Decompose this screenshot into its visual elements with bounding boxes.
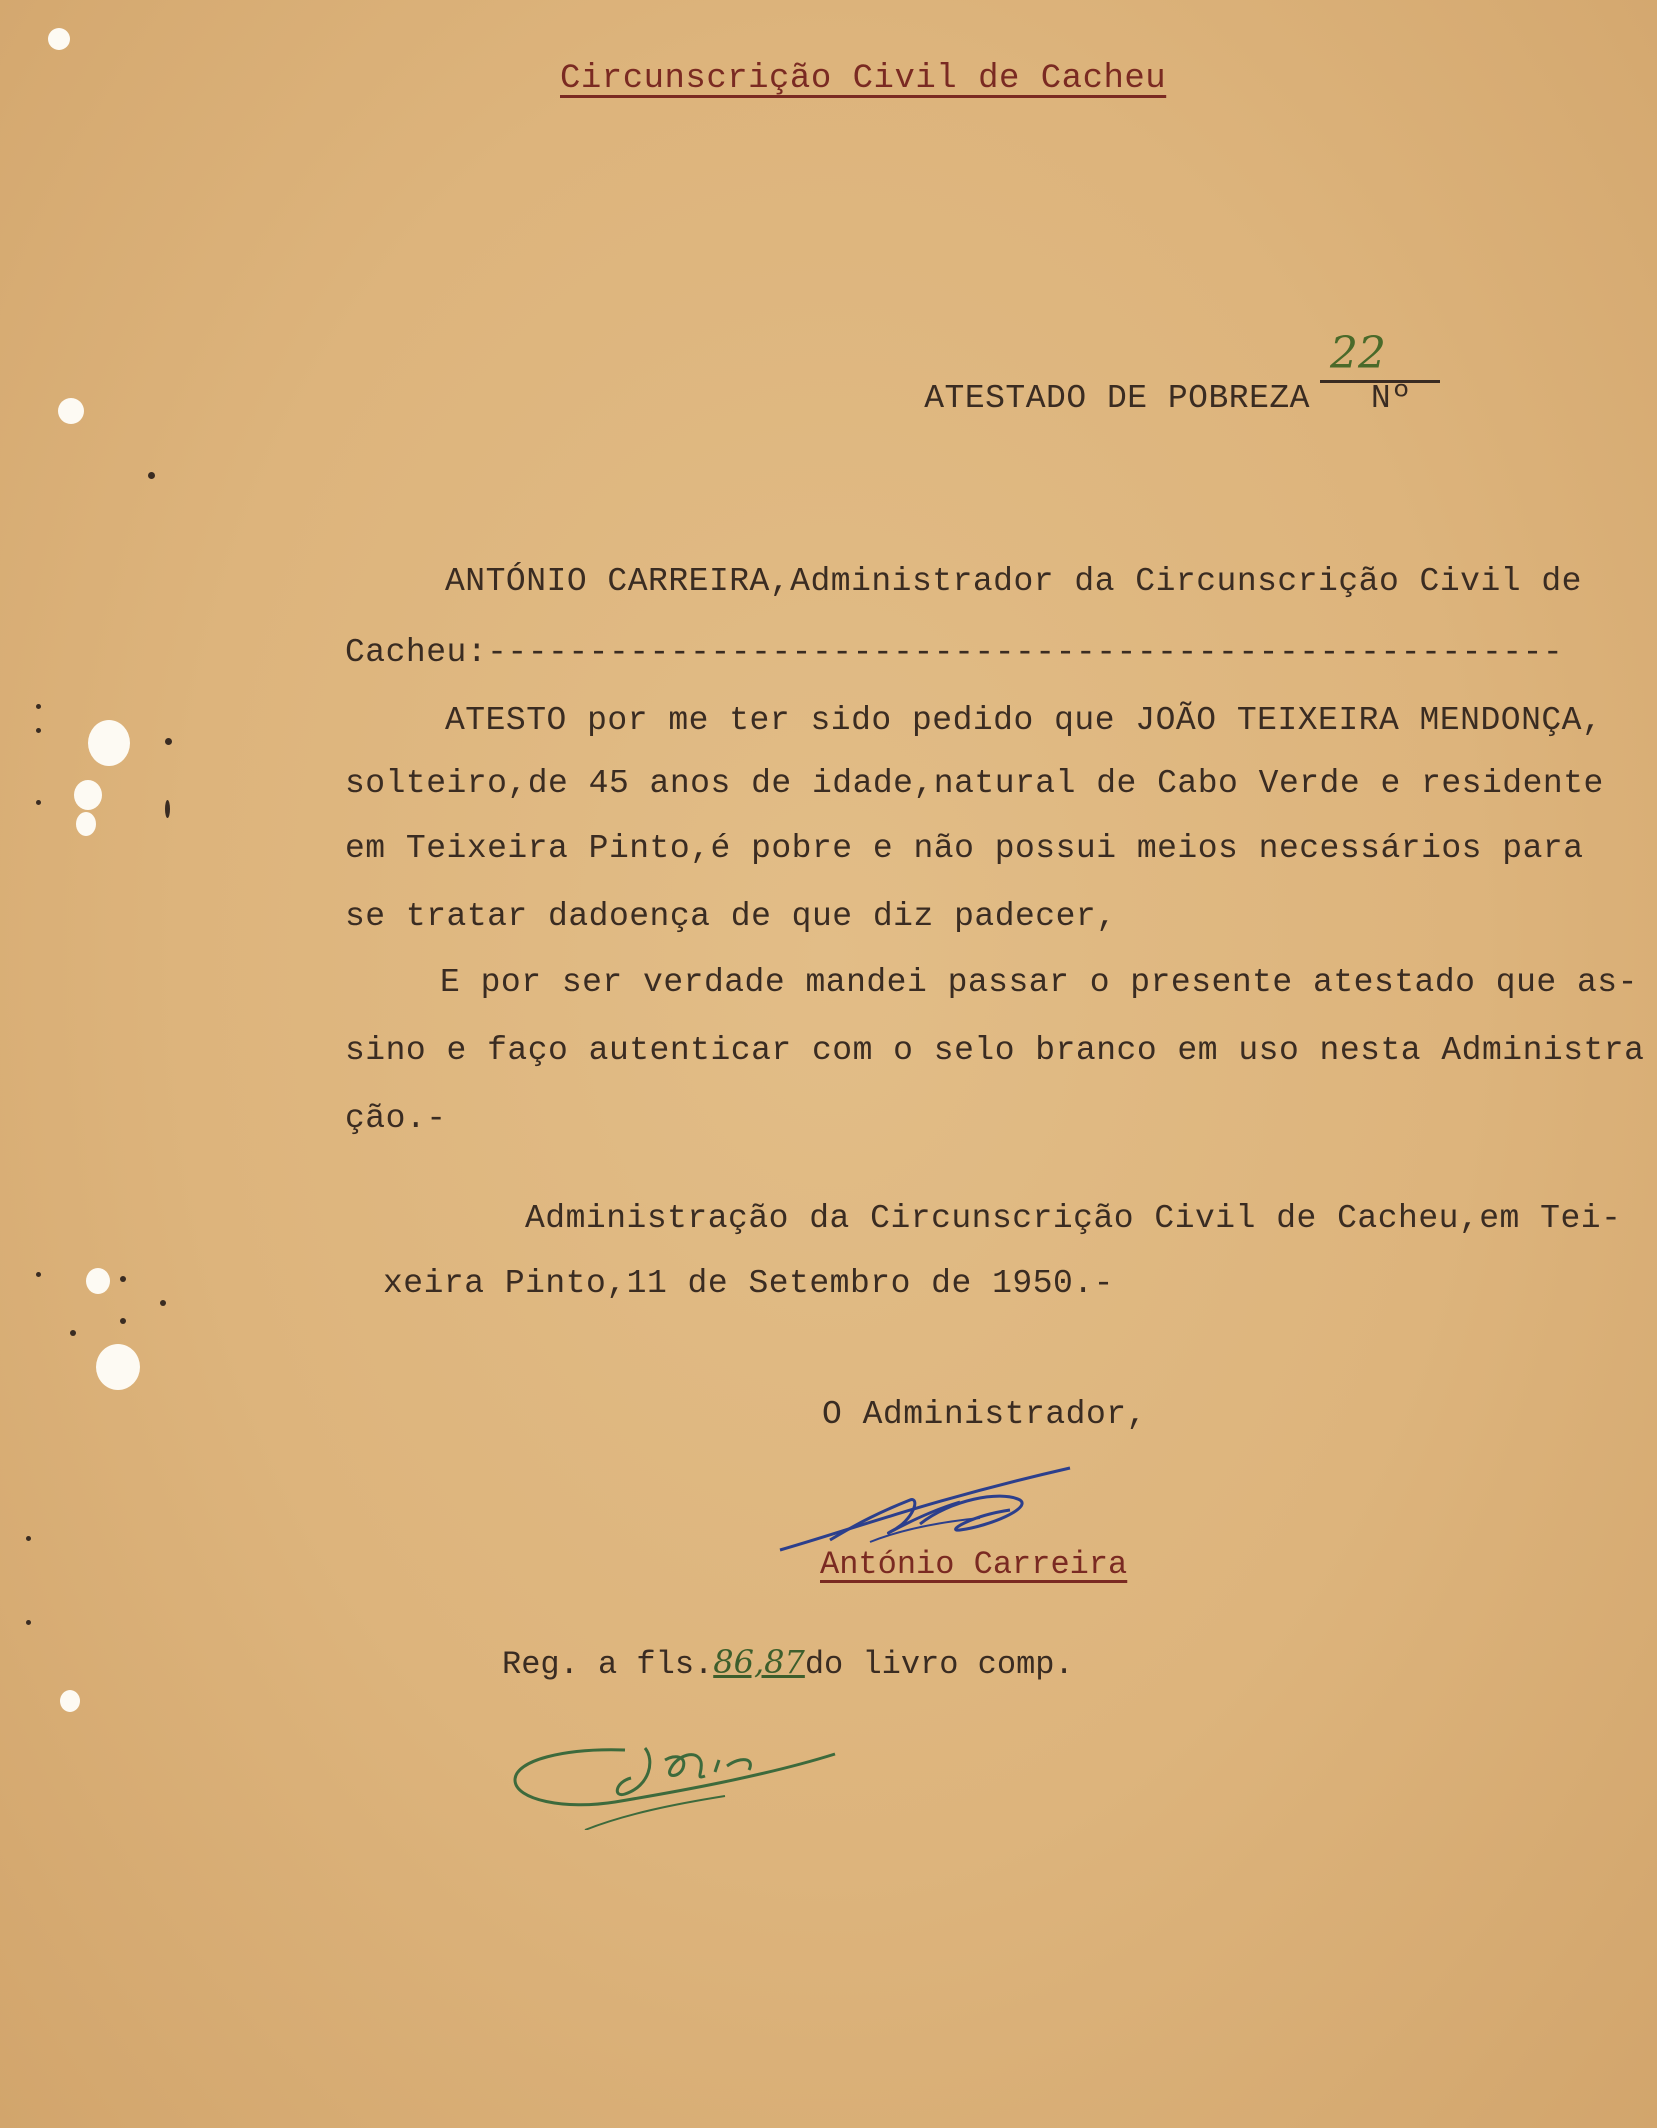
punch-hole <box>96 1344 140 1390</box>
body-line-3: ATESTO por me ter sido pedido que JOÃO TEIXEIRA MENDONÇA, <box>445 702 1603 739</box>
margin-speck <box>165 738 172 745</box>
closing-text: O Administrador, <box>822 1396 1147 1433</box>
registration-suffix: do livro comp. <box>804 1646 1074 1683</box>
body-line-5: em Teixeira Pinto,é pobre e não possui meios necessários para <box>345 830 1584 867</box>
body-line-7: E por ser verdade mandei passar o presente atestado que as- <box>440 964 1638 1001</box>
margin-speck <box>26 1536 31 1541</box>
punch-hole <box>74 780 102 810</box>
number-handwritten: 22 <box>1330 328 1386 379</box>
margin-speck <box>26 1620 31 1625</box>
registration-pages: 86,87 <box>713 1643 805 1681</box>
punch-hole <box>88 720 130 766</box>
punch-hole <box>48 28 70 50</box>
margin-speck <box>165 800 170 818</box>
number-field <box>1320 328 1440 383</box>
body-line-6: se tratar dadoença de que diz padecer, <box>345 898 1117 935</box>
registration-prefix: Reg. a fls. <box>502 1646 714 1683</box>
margin-speck <box>160 1300 166 1306</box>
place-date-line-2: xeira Pinto,11 de Setembro de 1950.- <box>383 1265 1114 1302</box>
margin-speck <box>36 704 41 709</box>
body-line-2: Cacheu:----------------------------------------------------- <box>345 634 1564 671</box>
margin-speck <box>120 1276 126 1282</box>
title-text: ATESTADO DE POBREZA <box>924 380 1310 417</box>
document-header: Circunscrição Civil de Cacheu <box>560 60 1167 98</box>
margin-speck <box>120 1318 126 1324</box>
punch-hole <box>60 1690 80 1712</box>
punch-hole <box>76 812 96 836</box>
punch-hole <box>86 1268 110 1294</box>
body-line-4: solteiro,de 45 anos de idade,natural de Cabo Verde e residente <box>345 765 1604 802</box>
margin-speck <box>36 1272 41 1277</box>
registrar-signature <box>505 1720 845 1830</box>
margin-speck <box>36 800 41 805</box>
margin-speck <box>148 472 155 479</box>
registration-line <box>502 1643 1074 1683</box>
body-line-1: ANTÓNIO CARREIRA,Administrador da Circunscrição Civil de <box>445 563 1582 600</box>
place-date-line-1: Administração da Circunscrição Civil de Cacheu,em Tei- <box>525 1200 1622 1237</box>
signatory-name: António Carreira <box>820 1546 1128 1583</box>
number-label: Nº <box>1370 380 1412 417</box>
margin-speck <box>36 728 41 733</box>
punch-hole <box>58 398 84 424</box>
margin-speck <box>70 1330 76 1336</box>
body-line-9: ção.- <box>345 1100 447 1137</box>
body-line-8: sino e faço autenticar com o selo branco em uso nesta Administra <box>345 1032 1645 1069</box>
